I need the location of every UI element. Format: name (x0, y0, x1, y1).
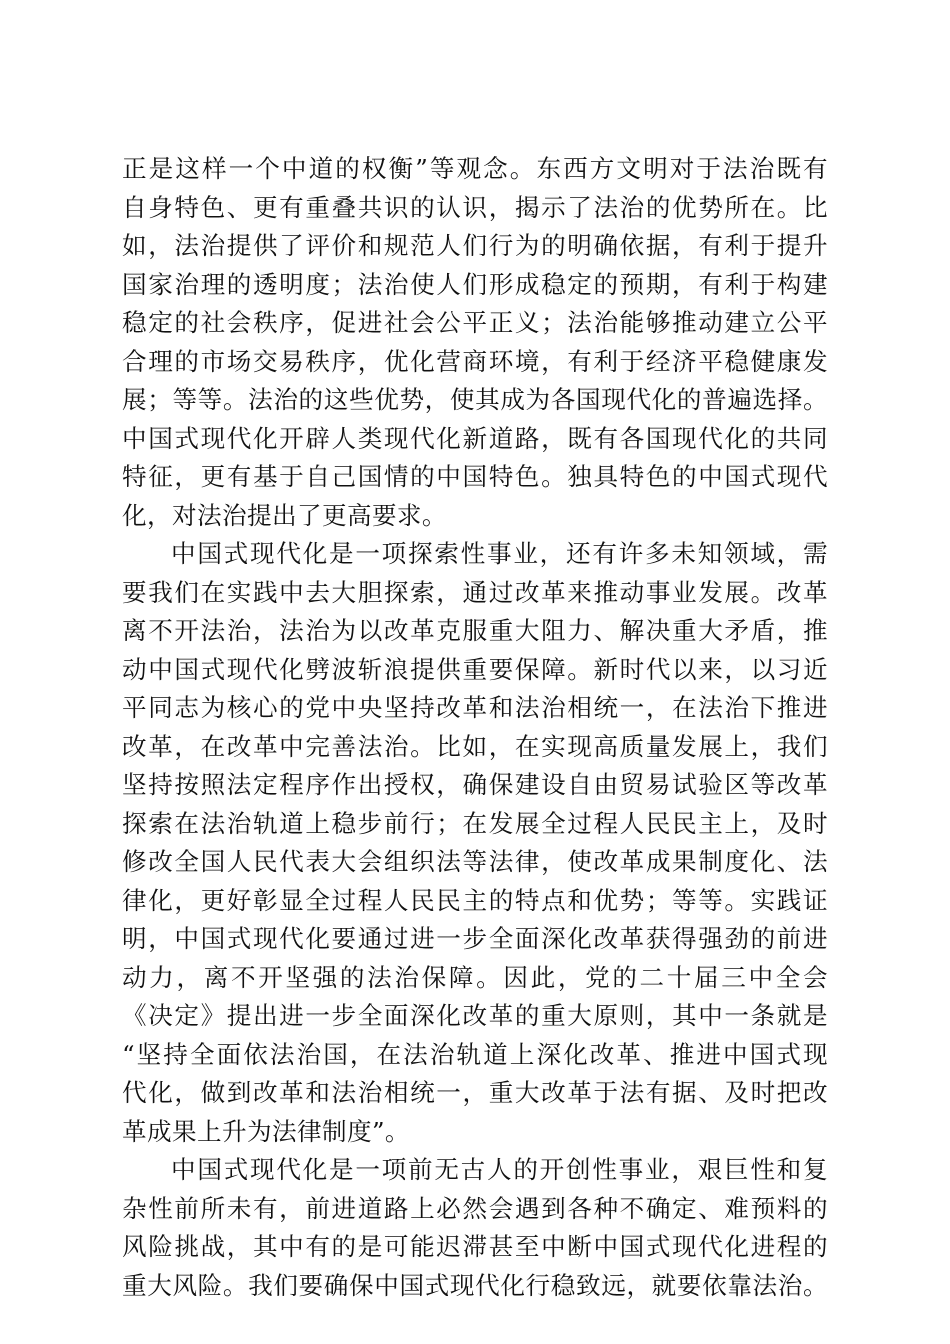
text-line: 律化，更好彰显全过程人民民主的特点和优势；等等。实践证 (122, 885, 828, 915)
text-line: 杂性前所未有，前进道路上必然会遇到各种不确定、难预料的 (122, 1193, 828, 1223)
text-line: 稳定的社会秩序，促进社会公平正义；法治能够推动建立公平 (122, 308, 828, 337)
text-line: 坚持按照法定程序作出授权，确保建设自由贸易试验区等改革 (122, 770, 828, 799)
text-line: 代化，做到改革和法治相统一，重大改革于法有据、及时把改 (122, 1078, 828, 1107)
text-line: 中国式现代化是一项前无古人的开创性事业，艰巨性和复 (171, 1155, 828, 1184)
paragraph-3 (122, 1151, 828, 1305)
paragraph-1 (122, 150, 828, 535)
text-line: 正是这样一个中道的权衡”等观念。东西方文明对于法治既有 (122, 154, 828, 183)
text-line: 如，法治提供了评价和规范人们行为的明确依据，有利于提升 (122, 231, 828, 260)
text-line: 风险挑战，其中有的是可能迟滞甚至中断中国式现代化进程的 (122, 1232, 828, 1261)
text-line: 展；等等。法治的这些优势，使其成为各国现代化的普遍选择。 (122, 385, 828, 414)
text-line: 中国式现代化是一项探索性事业，还有许多未知领域，需 (171, 539, 828, 568)
text-line: 中国式现代化开辟人类现代化新道路，既有各国现代化的共同 (122, 423, 828, 453)
text-line: 修改全国人民代表大会组织法等法律，使改革成果制度化、法 (122, 847, 828, 876)
text-line: 平同志为核心的党中央坚持改革和法治相统一，在法治下推进 (122, 693, 828, 722)
text-line: 特征，更有基于自己国情的中国特色。独具特色的中国式现代 (122, 462, 828, 491)
text-line: 探索在法治轨道上稳步前行；在发展全过程人民民主上，及时 (122, 808, 828, 838)
text-line: “坚持全面依法治国，在法治轨道上深化改革、推进中国式现 (122, 1039, 828, 1069)
text-line: 动中国式现代化劈波斩浪提供重要保障。新时代以来，以习近 (122, 654, 828, 684)
text-line: 合理的市场交易秩序，优化营商环境，有利于经济平稳健康发 (122, 346, 828, 376)
text-line: 明，中国式现代化要通过进一步全面深化改革获得强劲的前进 (122, 924, 828, 953)
text-line: 化，对法治提出了更高要求。 (122, 500, 447, 530)
text-line: 革成果上升为法律制度”。 (122, 1116, 410, 1146)
text-line: 改革，在改革中完善法治。比如，在实现高质量发展上，我们 (122, 731, 828, 761)
text-line: 国家治理的透明度；法治使人们形成稳定的预期，有利于构建 (122, 269, 828, 299)
text-line: 要我们在实践中去大胆探索，通过改革来推动事业发展。改革 (122, 577, 828, 607)
text-line: 自身特色、更有重叠共识的认识，揭示了法治的优势所在。比 (122, 192, 828, 222)
text-line: 重大风险。我们要确保中国式现代化行稳致远，就要依靠法治。 (122, 1270, 828, 1300)
text-line: 《决定》提出进一步全面深化改革的重大原则，其中一条就是 (122, 1001, 828, 1030)
text-line: 离不开法治，法治为以改革克服重大阻力、解决重大矛盾，推 (122, 616, 828, 645)
paragraph-2 (122, 535, 828, 1151)
document-body (122, 150, 828, 1305)
text-line: 动力，离不开坚强的法治保障。因此，党的二十届三中全会 (122, 962, 828, 992)
